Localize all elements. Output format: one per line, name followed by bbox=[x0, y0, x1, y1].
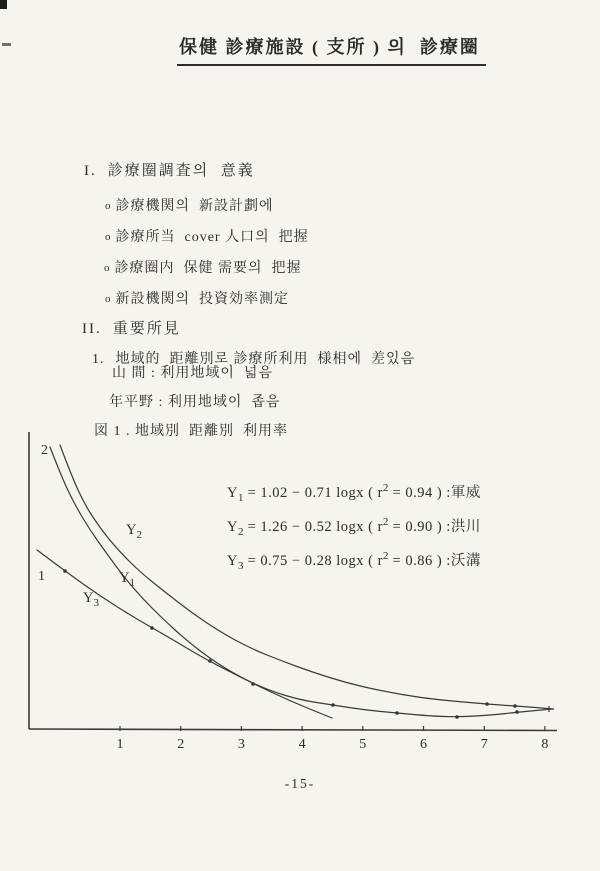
data-point-marker bbox=[150, 626, 154, 630]
bullet-text: 診療機関의 新設計劃에 bbox=[115, 199, 274, 215]
eq-body: = 0.75 − 0.28 logx ( r bbox=[243, 553, 383, 569]
bullet-icon: o bbox=[105, 293, 112, 306]
data-point-marker bbox=[208, 659, 212, 663]
eq-exponent: 2 bbox=[382, 482, 389, 495]
curve-label-Y2: $Y_2$ bbox=[126, 522, 142, 541]
subitem-mountain: 山 間 : 利用地域이 넓음 bbox=[112, 366, 273, 381]
y-side-label: 2 bbox=[41, 443, 48, 458]
bullet-icon: o bbox=[104, 262, 111, 275]
y-side-label: 1 bbox=[38, 569, 45, 584]
bullet-text: 新設機関의 投資効率測定 bbox=[115, 292, 290, 308]
eq-tail: = 0.90 ) :洪川 bbox=[388, 519, 481, 535]
data-point-marker bbox=[455, 715, 459, 719]
finding-item-text: 地域的 距離別로 診療所利用 様相에 差있음 bbox=[115, 352, 416, 368]
data-point-marker bbox=[63, 569, 67, 573]
x-axis-tick-label: 3 bbox=[237, 737, 245, 752]
eq-variable: Y bbox=[227, 553, 238, 569]
page-title: 保健 診療施設 ( 支所 ) 의 診療圈 bbox=[177, 33, 486, 66]
curve-label-Y3: $Y_3$ bbox=[83, 590, 99, 609]
bullet-text: 診療圈内 保健 需要의 把握 bbox=[114, 261, 302, 277]
data-point-marker bbox=[515, 710, 519, 714]
eq-variable: Y bbox=[227, 519, 238, 535]
bullet-text: 診療所当 cover 人口의 把握 bbox=[115, 230, 309, 246]
data-point-marker bbox=[395, 711, 399, 715]
eq-subscript: 3 bbox=[237, 559, 244, 572]
x-axis-tick-label: 6 bbox=[420, 737, 427, 752]
x-axis-tick-label: 5 bbox=[359, 737, 367, 752]
x-axis bbox=[29, 729, 557, 731]
regression-equation-3 bbox=[227, 549, 481, 583]
eq-subscript: 2 bbox=[237, 525, 244, 538]
eq-exponent: 2 bbox=[382, 550, 389, 563]
section-1-number: I. bbox=[84, 163, 97, 180]
eq-variable: Y bbox=[227, 485, 238, 501]
data-point-marker bbox=[331, 703, 335, 707]
eq-body: = 1.26 − 0.52 logx ( r bbox=[243, 519, 383, 535]
data-point-marker bbox=[485, 702, 489, 706]
regression-equations bbox=[227, 481, 481, 583]
curve-label-Y1: $Y_1$ bbox=[119, 570, 135, 589]
section-2-number: II. bbox=[82, 321, 102, 338]
scan-artifact-dash bbox=[2, 43, 11, 46]
eq-subscript: 1 bbox=[237, 491, 244, 504]
finding-item-number: 1. bbox=[92, 352, 105, 368]
x-axis-tick-label: 7 bbox=[480, 737, 488, 752]
page-number: -15- bbox=[284, 776, 316, 791]
subitem-plain: 年平野 : 利用地域이 좁음 bbox=[109, 395, 281, 410]
section-2-title: 重要所見 bbox=[112, 321, 181, 338]
bullet-icon: o bbox=[105, 200, 112, 213]
eq-tail: = 0.94 ) :軍威 bbox=[388, 485, 481, 501]
regression-equation-2 bbox=[227, 515, 481, 549]
x-axis-tick-label: 4 bbox=[298, 737, 306, 752]
x-axis-tick-label: 1 bbox=[116, 737, 124, 752]
x-axis-tick-label: 8 bbox=[541, 737, 549, 752]
figure-caption: 図 1 . 地域別 距離別 利用率 bbox=[94, 424, 288, 439]
section-1-title: 診療圈調査의 意義 bbox=[107, 163, 255, 180]
eq-tail: = 0.86 ) :沃溝 bbox=[388, 553, 481, 569]
bullet-icon: o bbox=[105, 231, 112, 244]
eq-body: = 1.02 − 0.71 logx ( r bbox=[243, 485, 383, 501]
data-point-marker bbox=[513, 704, 517, 708]
data-point-marker bbox=[251, 682, 255, 686]
regression-equation-1 bbox=[227, 481, 481, 515]
eq-exponent: 2 bbox=[382, 516, 389, 529]
scan-artifact-corner bbox=[0, 0, 7, 9]
x-axis-tick-label: 2 bbox=[177, 737, 185, 752]
